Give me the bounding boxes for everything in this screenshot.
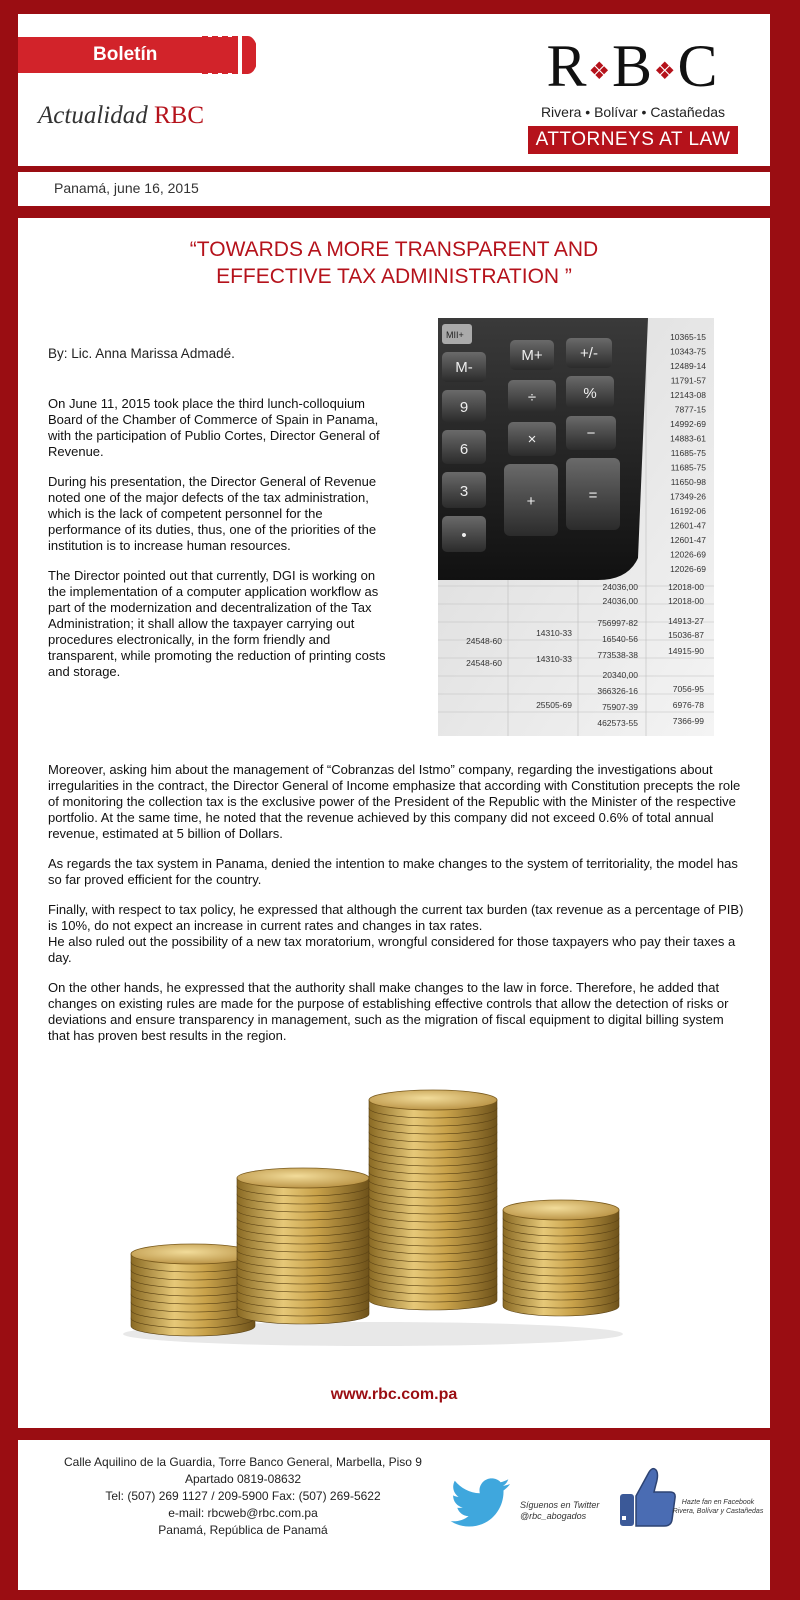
ledger-figure: 11685-75 [670, 448, 706, 458]
ledger-figure: 20340,00 [602, 670, 638, 680]
footer [18, 1440, 770, 1590]
article-title [18, 236, 770, 290]
ledger-figure: 12026-69 [670, 549, 706, 560]
svg-text:9: 9 [459, 399, 469, 416]
ledger-figure: 15036-87 [668, 630, 704, 640]
logo-letter-b: B [611, 33, 655, 99]
ledger-figure: 10343-75 [670, 346, 706, 357]
ledger-figure: 366326-16 [597, 686, 638, 696]
calculator-photo [438, 318, 714, 736]
ledger-figure: 12143-08 [670, 390, 706, 400]
ledger-figure: 12018-00 [668, 596, 704, 606]
rbc-logo [528, 33, 738, 154]
ledger-figure: 10365-15 [670, 332, 706, 342]
address-line: Tel: (507) 269 1127 / 209-5900 Fax: (507) 269-5622 [105, 1489, 381, 1503]
logo-letter-c: C [677, 33, 720, 99]
twitter-label-line: Síguenos en Twitter [520, 1500, 600, 1510]
ledger-figure: 14310-33 [536, 654, 572, 664]
ledger-figure: 12018-00 [668, 582, 704, 592]
diamond-icon: ❖ [654, 59, 678, 86]
svg-text:+: + [526, 493, 536, 510]
coin-stack-medium [237, 1168, 369, 1324]
logo-partners: Rivera • Bolívar • Castañedas [540, 104, 726, 121]
ledger-figure: 462573-55 [597, 718, 638, 728]
diamond-icon: ❖ [588, 59, 612, 86]
ledger-figure: 756997-82 [597, 618, 638, 628]
ledger-figure: 24036,00 [602, 582, 638, 592]
ledger-figure: 17349-26 [670, 491, 706, 502]
boletin-bars-icon [196, 36, 256, 74]
coin-stack-right [503, 1200, 619, 1316]
website-link[interactable]: www.rbc.com.pa [330, 1386, 458, 1403]
facebook-label-line: Hazte fan en Facebook [681, 1499, 755, 1506]
paragraph: The Director pointed out that currently, DGI is working on the implementation of a computer application workflow as part of the modernization and decentralization of the Tax Administration; it shall allow the taxpayer carrying out procedures electronically, in the form friendly and transparent, while promoting the reduction of printing costs and storage. [48, 568, 386, 679]
coin-stack-small [131, 1244, 255, 1336]
ledger-figure: 14310-33 [536, 628, 572, 638]
address-line: Apartado 0819-08632 [184, 1472, 302, 1486]
logo-tagline: ATTORNEYS AT LAW [528, 126, 738, 154]
twitter-label [520, 1500, 599, 1522]
ledger-figure: 14913-27 [668, 616, 704, 626]
ledger-figure: 7877-15 [674, 404, 706, 415]
paragraph: During his presentation, the Director General of Revenue noted one of the major defects of the tax administration, which is the lack of competent personnel for the performance of its duties, thus, one of the priorities of the institution is to increase human resources. [48, 474, 377, 553]
ledger-figure: 16192-06 [670, 506, 706, 516]
svg-text:÷: ÷ [527, 389, 537, 406]
address-line: Calle Aquilino de la Guardia, Torre Banco General, Marbella, Piso 9 [64, 1455, 422, 1469]
paragraph: Moreover, asking him about the management of “Cobranzas del Istmo” company, regarding the investigations about irregularities in the contract, the Director General of Income emphasize that according with Constitution precepts the role of monitoring the collection tax is the exclusive power of the President of the Republic with the Minister of the respective portfolio. At the same time, he noted that the revenue achieved by this company did not exceed 0.6% of total annual revenue, estimated at 5 billion of Dollars. [48, 762, 741, 841]
ledger-figure: 16540-56 [602, 634, 638, 644]
ledger-figure: 25505-69 [536, 700, 572, 710]
ledger-figure: 7056-95 [672, 684, 704, 694]
ledger-figure: 12601-47 [670, 535, 706, 545]
twitter-handle: @rbc_abogados [520, 1511, 587, 1521]
paragraph: On June 11, 2015 took place the third lunch-colloquium Board of the Chamber of Commerce of Spain in Panama, with the participation of Publio Cortes, Director General of Revenue. [48, 396, 380, 459]
ledger-figure: 12489-14 [670, 361, 706, 371]
coins-stack-photo [113, 1078, 633, 1348]
svg-text:+/-: +/- [580, 345, 598, 362]
article-title-line: “TOWARDS A MORE TRANSPARENT AND [189, 238, 599, 261]
svg-text:M+: M+ [521, 347, 543, 364]
date-bar [18, 172, 770, 206]
svg-text:=: = [588, 487, 598, 504]
facebook-label [668, 1498, 768, 1516]
ledger-figure: 773538-38 [597, 650, 638, 660]
svg-text:3: 3 [459, 483, 469, 500]
paragraph: As regards the tax system in Panama, denied the intention to make changes to the system of territoriality, the model has so far proved efficient for the country. [48, 856, 738, 887]
paragraph: Finally, with respect to tax policy, he expressed that although the current tax burden (tax revenue as a percentage of PIB) is 10%, do not expect an increase in current rates and changes in tax rates. [48, 902, 744, 933]
ledger-figure: 12026-69 [670, 564, 706, 574]
paragraph: He also ruled out the possibility of a new tax moratorium, wrongful considered for those taxpayers who pay their taxes a day. [48, 934, 736, 965]
svg-text:M-: M- [455, 359, 473, 376]
article-author: By: Lic. Anna Marissa Admadé. [48, 346, 235, 361]
ledger-figure: 14883-61 [670, 433, 706, 444]
svg-text:%: % [583, 385, 597, 402]
newsletter-title-brand: RBC [153, 102, 204, 129]
ledger-figure: 24548-60 [466, 636, 502, 646]
paragraph: On the other hands, he expressed that the authority shall make changes to the law in force. Therefore, he added that changes on existing rules are made for the purpose of establishing effective controls that allow the detection of risks or deviations and ensure transparency in management, such as the migration of fiscal equipment to digital billing system that has proven best results in the region. [48, 980, 729, 1043]
article-title-line: EFFECTIVE TAX ADMINISTRATION ” [216, 265, 572, 288]
svg-text:6: 6 [459, 441, 469, 458]
publication-date: Panamá, june 16, 2015 [54, 180, 199, 196]
facebook-fan-link[interactable] [618, 1464, 768, 1534]
svg-text:×: × [527, 431, 537, 448]
logo-letters [528, 33, 738, 102]
newsletter-title-prefix: Actualidad [38, 102, 148, 129]
svg-text:MII+: MII+ [446, 330, 464, 340]
coin-stack-tall [369, 1090, 497, 1310]
twitter-bird-icon [448, 1478, 514, 1528]
ledger-figure: 7366-99 [672, 716, 704, 726]
header [18, 14, 770, 166]
ledger-figure: 6976-78 [672, 700, 704, 710]
ledger-figure: 12601-47 [670, 520, 706, 531]
logo-letter-r: R [546, 33, 589, 99]
ledger-figure: 11650-98 [670, 477, 706, 487]
ledger-figure: 24548-60 [466, 658, 502, 668]
ledger-figure: 11685-75 [670, 462, 706, 473]
facebook-thumbs-up-icon [618, 1464, 678, 1530]
ledger-figure: 14992-69 [670, 419, 706, 429]
twitter-follow-link[interactable] [448, 1478, 618, 1538]
facebook-label-line: Rivera, Bolívar y Castañedas [672, 1508, 764, 1515]
contact-address [38, 1454, 448, 1539]
svg-text:−: − [586, 425, 596, 442]
boletin-label: Boletín [93, 44, 158, 65]
address-line[interactable]: e-mail: rbcweb@rbc.com.pa [168, 1506, 318, 1520]
ledger-figure: 75907-39 [602, 702, 638, 712]
article-column [48, 396, 388, 694]
newsletter-title [38, 102, 204, 130]
ledger-figure: 24036,00 [602, 596, 638, 606]
article [18, 218, 770, 1428]
ledger-figure: 11791-57 [670, 375, 706, 386]
ledger-figure: 14915-90 [668, 646, 704, 656]
address-line: Panamá, República de Panamá [158, 1523, 328, 1537]
article-body [48, 762, 748, 1058]
svg-text:•: • [461, 527, 467, 544]
